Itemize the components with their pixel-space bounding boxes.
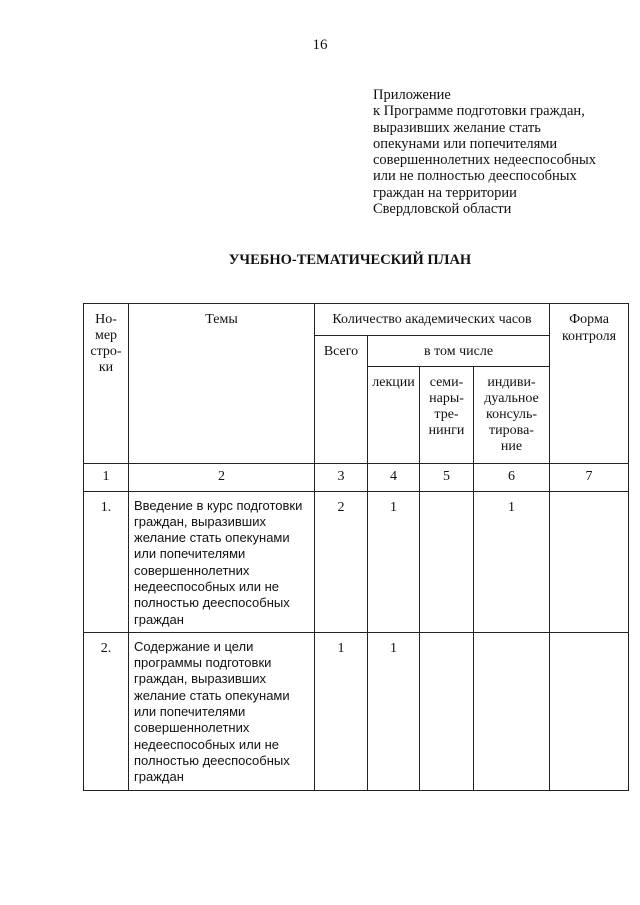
column-number: 5	[420, 464, 474, 492]
appendix-line: совершеннолетних недееспособных	[373, 152, 596, 169]
column-number: 4	[368, 464, 420, 492]
column-number: 6	[474, 464, 550, 492]
header-control: Форма контроля	[550, 304, 629, 464]
table-row	[84, 632, 629, 790]
row-seminars	[420, 632, 474, 790]
appendix-line: к Программе подготовки граждан,	[373, 103, 585, 120]
header-including: в том числе	[368, 335, 550, 367]
appendix-line: или не полностью дееспособных	[373, 168, 577, 185]
row-total: 2	[315, 491, 368, 632]
header-hours: Количество академических часов	[315, 304, 550, 336]
header-lectures: лекции	[368, 367, 420, 464]
column-number: 3	[315, 464, 368, 492]
appendix-line: выразивших желание стать	[373, 119, 541, 136]
row-lectures: 1	[368, 632, 420, 790]
curriculum-table	[83, 303, 629, 791]
appendix-line: Свердловской области	[373, 201, 512, 218]
header-total: Всего	[315, 335, 368, 464]
row-consultation: 1	[474, 491, 550, 632]
appendix-line: Приложение	[373, 87, 451, 103]
column-number: 1	[84, 464, 129, 492]
appendix-note	[373, 87, 623, 217]
row-topic: Введение в курс подготовки граждан, выразивших желание стать опекунами или попечителями совершеннолетних недееспособных или не полностью дееспособных граждан	[129, 491, 315, 632]
appendix-line: граждан на территории	[373, 184, 517, 201]
table-header-row	[84, 304, 629, 336]
row-number: 2.	[84, 632, 129, 790]
row-number: 1.	[84, 491, 129, 632]
header-topics: Темы	[129, 304, 315, 464]
row-control	[550, 491, 629, 632]
header-seminars: семи- нары- тре- нинги	[420, 367, 474, 464]
row-consultation	[474, 632, 550, 790]
row-control	[550, 632, 629, 790]
page-number: 16	[312, 37, 328, 53]
header-consultation: индиви- дуальное консуль- тирова- ние	[474, 367, 550, 464]
column-number-row	[84, 464, 629, 492]
header-row-number: Но- мер стро- ки	[84, 304, 129, 464]
column-number: 7	[550, 464, 629, 492]
row-seminars	[420, 491, 474, 632]
table-row	[84, 491, 629, 632]
row-topic: Содержание и цели программы подготовки граждан, выразивших желание стать опекунами или попечителями совершеннолетних недееспособных или не полностью дееспособных граждан	[129, 632, 315, 790]
appendix-line: опекунами или попечителями	[373, 135, 558, 152]
column-number: 2	[129, 464, 315, 492]
row-total: 1	[315, 632, 368, 790]
row-lectures: 1	[368, 491, 420, 632]
document-title: УЧЕБНО-ТЕМАТИЧЕСКИЙ ПЛАН	[228, 252, 472, 268]
